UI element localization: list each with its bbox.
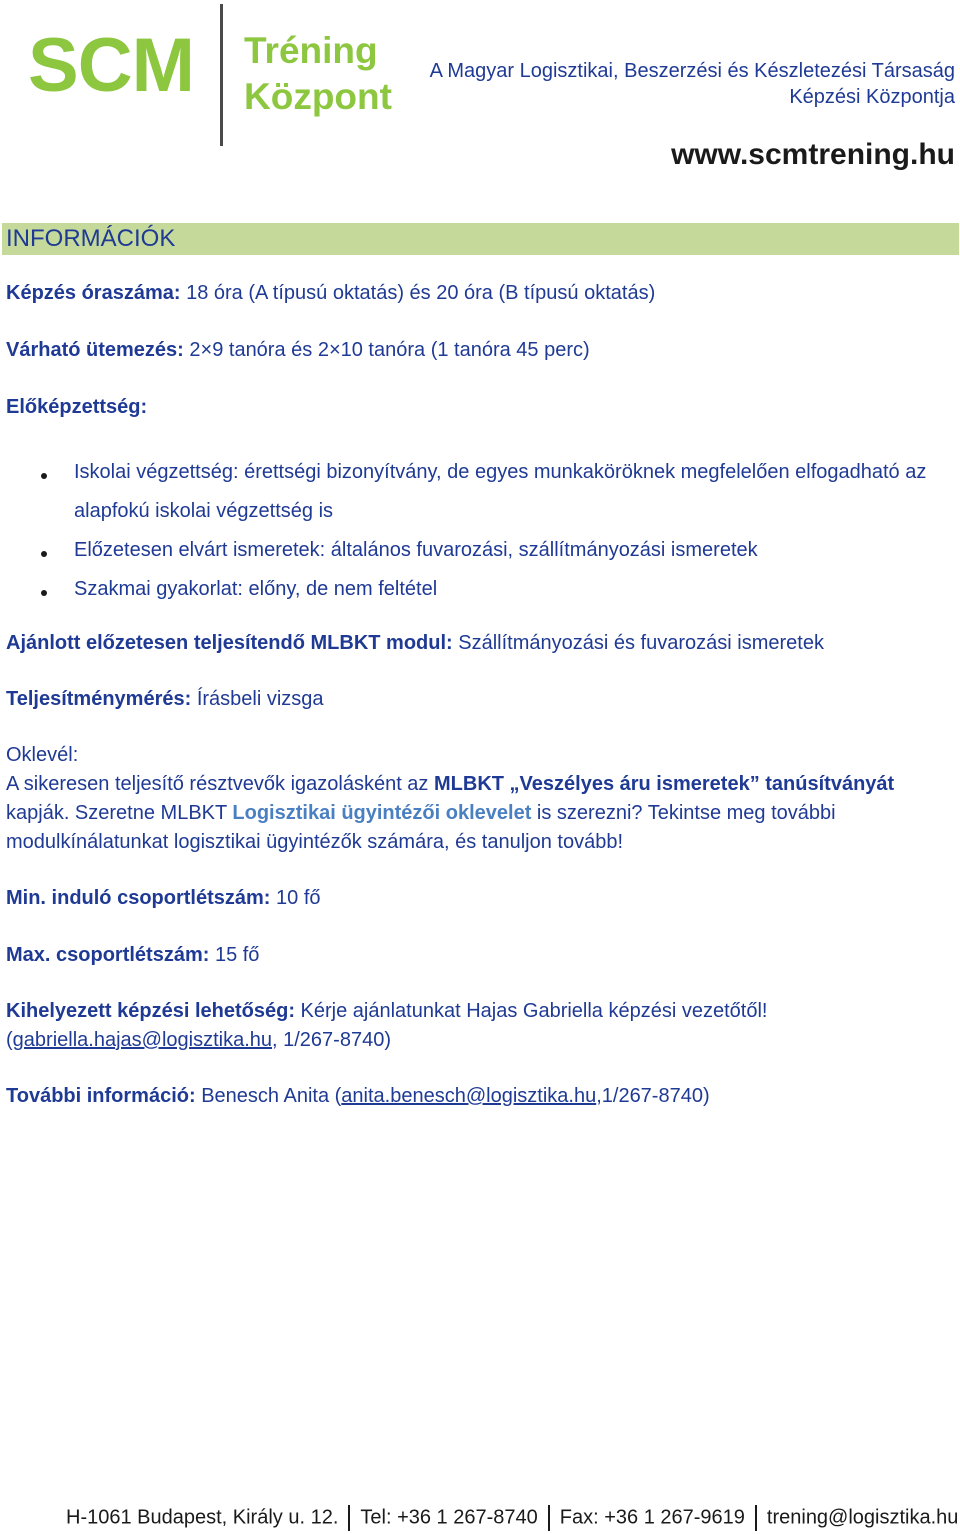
bullet-icon — [41, 590, 47, 596]
prerequisites-label: Előképzettség: — [6, 396, 148, 418]
logo-scm: SCM — [28, 23, 194, 108]
training-hours-label: Képzés óraszáma: — [6, 282, 181, 304]
training-hours — [6, 282, 655, 305]
certificate-text: kapják. Szeretne MLBKT — [6, 802, 233, 824]
logo-kozpont: Központ — [244, 76, 392, 117]
schedule-value: 2×9 tanóra és 2×10 tanóra (1 tanóra 45 perc) — [183, 339, 590, 361]
org-line-2: Képzési Központja — [789, 86, 955, 108]
footer-tel: Tel: +36 1 267-8740 — [360, 1506, 538, 1529]
logistics-certificate-link[interactable]: Logisztikai ügyintézői oklevelet — [232, 802, 532, 824]
assessment — [6, 688, 324, 711]
min-group-size — [6, 887, 321, 910]
assessment-value: Írásbeli vizsga — [191, 688, 324, 710]
certificate-line-2 — [6, 802, 836, 825]
assessment-label: Teljesítménymérés: — [6, 688, 192, 710]
more-info-label: További információ: — [6, 1085, 196, 1107]
training-hours-value: 18 óra (A típusú oktatás) és 20 óra (B típusú oktatás) — [180, 282, 656, 304]
onsite-value: Kérje ajánlatunkat Hajas Gabriella képzési vezetőtől! — [294, 1000, 768, 1022]
schedule-label: Várható ütemezés: — [6, 339, 184, 361]
more-info-value: Benesch Anita ( — [195, 1085, 342, 1107]
recommended-module-label: Ajánlott előzetesen teljesítendő MLBKT modul: — [6, 632, 453, 654]
organization-name — [430, 58, 955, 110]
email-link-gabriella[interactable]: gabriella.hajas@logisztika.hu — [12, 1029, 273, 1051]
max-group-label: Max. csoportlétszám: — [6, 944, 210, 966]
org-line-1: A Magyar Logisztikai, Beszerzési és Készletezési Társaság — [429, 60, 955, 82]
schedule — [6, 339, 590, 362]
prereq-item: Előzetesen elvárt ismeretek: általános fuvarozási, szállítmányozási ismeretek — [74, 539, 758, 561]
footer-email[interactable]: trening@logisztika.hu — [766, 1506, 959, 1529]
more-info-phone: ,1/267-8740) — [596, 1085, 710, 1107]
onsite-contact — [6, 1029, 391, 1052]
certificate-line-1 — [6, 773, 894, 796]
footer-address: H-1061 Budapest, Király u. 12. — [66, 1506, 339, 1529]
onsite-training — [6, 1000, 767, 1023]
certificate-label — [6, 744, 78, 767]
section-title: INFORMÁCIÓK — [6, 225, 176, 252]
certificate-heading: Oklevél: — [6, 744, 79, 766]
footer-separator — [755, 1505, 757, 1531]
bullet-icon — [41, 473, 47, 479]
footer-fax: Fax: +36 1 267-9619 — [559, 1506, 745, 1529]
max-group-size — [6, 944, 259, 967]
recommended-module-value: Szállítmányozási és fuvarozási ismeretek — [452, 632, 824, 654]
logo-trening: Tréning — [244, 30, 378, 71]
more-info — [6, 1085, 710, 1108]
recommended-module — [6, 632, 824, 655]
min-group-label: Min. induló csoportlétszám: — [6, 887, 271, 909]
footer-separator — [348, 1505, 350, 1531]
paren-open: ( — [6, 1029, 13, 1051]
prereq-item: Iskolai végzettség: érettségi bizonyítvány, de egyes munkaköröknek megfelelően elfogadható az — [74, 461, 927, 483]
certificate-text: is szerezni? Tekintse meg további — [531, 802, 836, 824]
section-title-bar — [2, 223, 959, 255]
bullet-icon — [41, 551, 47, 557]
certificate-text: A sikeresen teljesítő résztvevők igazolásként az — [6, 773, 434, 795]
onsite-phone: , 1/267-8740) — [272, 1029, 391, 1051]
min-group-value: 10 fő — [270, 887, 321, 909]
max-group-value: 15 fő — [209, 944, 260, 966]
logo-divider — [220, 4, 223, 146]
prereq-item-continuation: alapfokú iskolai végzettség is — [74, 500, 334, 522]
certificate-line-3: modulkínálatunkat logisztikai ügyintézők számára, és tanuljon tovább! — [6, 831, 624, 853]
website-link[interactable]: www.scmtrening.hu — [671, 138, 955, 171]
footer-separator — [548, 1505, 550, 1531]
onsite-label: Kihelyezett képzési lehetőség: — [6, 1000, 295, 1022]
prerequisites — [6, 396, 147, 419]
email-link-anita[interactable]: anita.benesch@logisztika.hu — [341, 1085, 597, 1107]
footer — [66, 1505, 958, 1531]
prereq-item: Szakmai gyakorlat: előny, de nem feltétel — [74, 578, 438, 600]
certificate-name: MLBKT „Veszélyes áru ismeretek” tanúsítványát — [434, 773, 895, 795]
